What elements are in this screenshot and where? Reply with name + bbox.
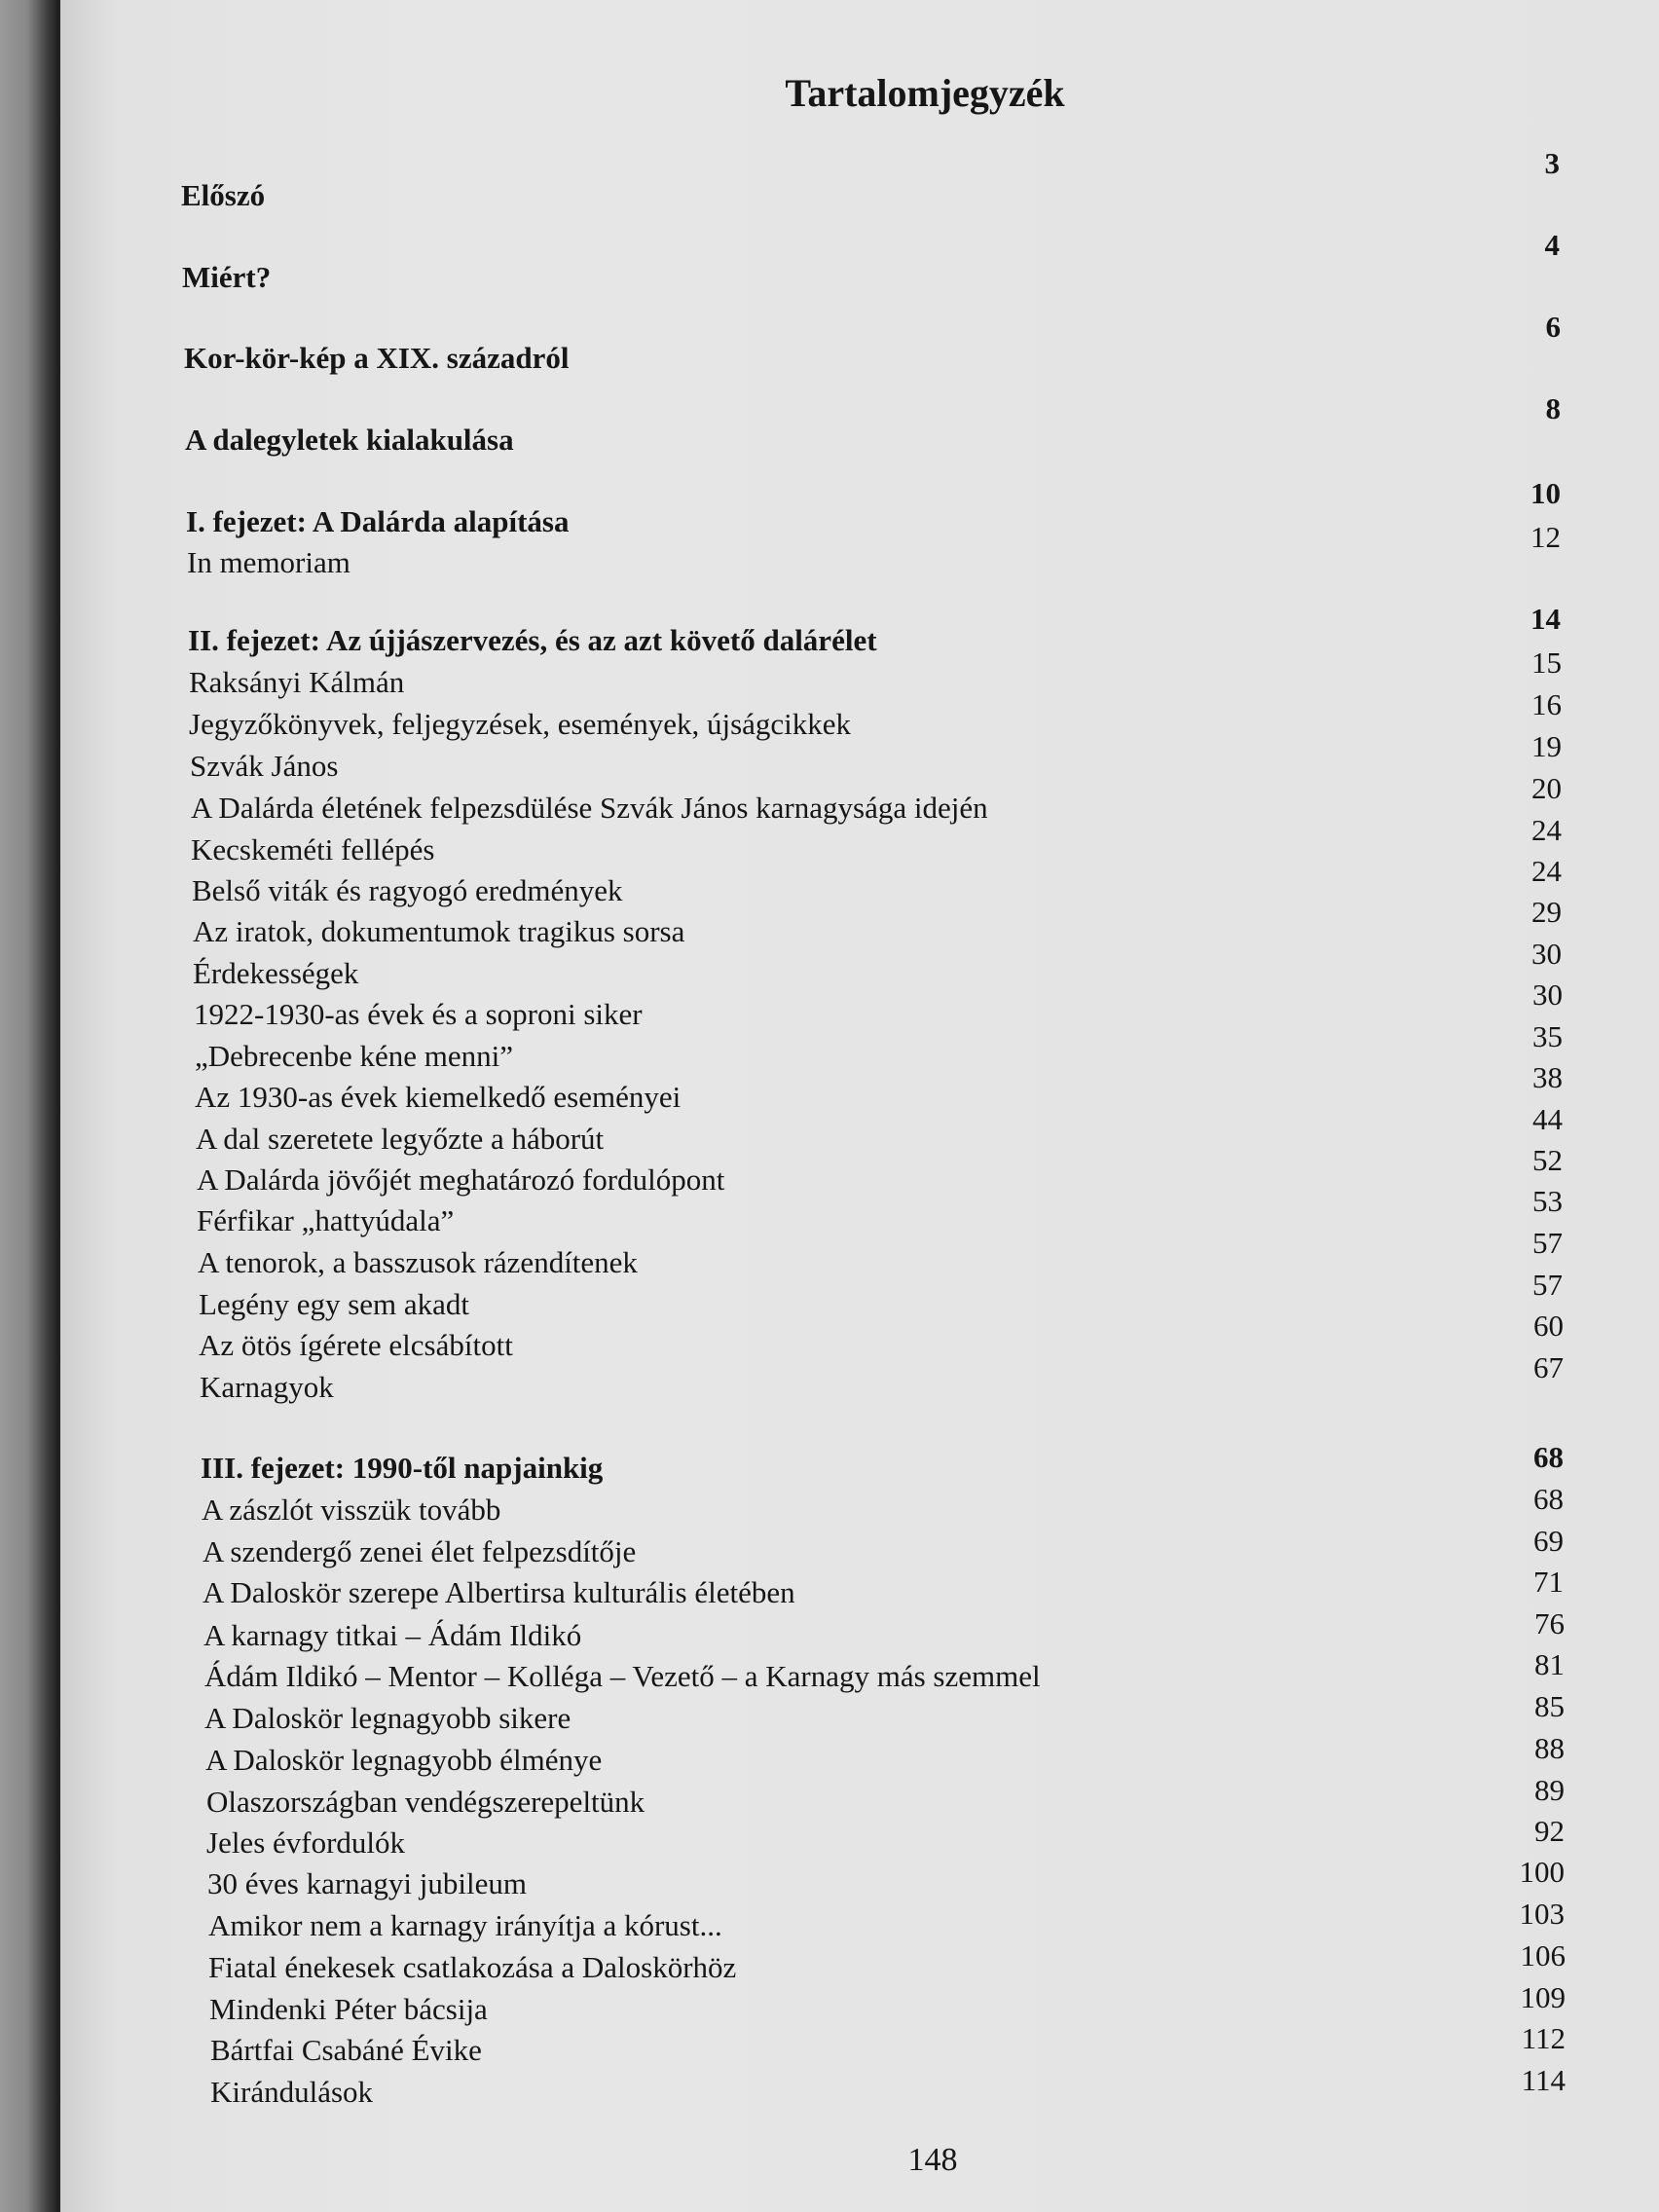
toc-entry-page-number: 19 bbox=[1531, 729, 1562, 763]
toc-entry-page-number: 76 bbox=[1534, 1606, 1565, 1641]
toc-entry-title: Kor-kör-kép a XIX. századról bbox=[184, 341, 570, 375]
toc-entry-title: A karnagy titkai – Ádám Ildikó bbox=[203, 1618, 582, 1652]
toc-entry-page-number: 69 bbox=[1533, 1524, 1564, 1558]
toc-entry-title: Legény egy sem akadt bbox=[199, 1287, 470, 1321]
toc-entry-page-number: 92 bbox=[1534, 1814, 1565, 1848]
toc-entry-title: A dalegyletek kialakulása bbox=[185, 423, 514, 457]
toc-entry-page-number: 112 bbox=[1521, 2021, 1566, 2055]
toc-entry-title: 30 éves karnagyi jubileum bbox=[207, 1866, 527, 1900]
toc-entry-page-number: 24 bbox=[1531, 854, 1562, 888]
toc-entry-title: Szvák János bbox=[190, 749, 339, 783]
toc-entry-title: Jegyzőkönyvek, feljegyzések, események, újságcikkek bbox=[189, 707, 852, 741]
toc-entry-title: A Daloskör legnagyobb sikere bbox=[204, 1701, 571, 1735]
toc-entry-page-number: 14 bbox=[1530, 602, 1561, 636]
toc-entry-title: I. fejezet: A Dalárda alapítása bbox=[186, 504, 570, 538]
toc-entry-title: III. fejezet: 1990-től napjainkig bbox=[201, 1451, 604, 1485]
toc-entry-title: Fiatal énekesek csatlakozása a Daloskörhöz bbox=[208, 1950, 737, 1984]
toc-entry-page-number: 38 bbox=[1532, 1060, 1563, 1094]
toc-entry-title: Mindenki Péter bácsija bbox=[209, 1992, 488, 2026]
toc-entry-title: A Dalárda életének felpezsdülése Szvák János karnagysága idején bbox=[191, 791, 988, 825]
table-of-contents bbox=[60, 0, 1659, 2212]
toc-entry-page-number: 8 bbox=[1545, 391, 1561, 425]
toc-entry-page-number: 24 bbox=[1531, 813, 1562, 847]
toc-entry-page-number: 71 bbox=[1533, 1565, 1564, 1599]
toc-entry-page-number: 52 bbox=[1532, 1143, 1563, 1177]
toc-entry-title: Belső viták és ragyogó eredmények bbox=[192, 873, 623, 907]
toc-entry-page-number: 6 bbox=[1545, 310, 1561, 344]
toc-entry-title: Ádám Ildikó – Mentor – Kolléga – Vezető – a Karnagy más szemmel bbox=[204, 1659, 1041, 1693]
toc-entry-page-number: 4 bbox=[1544, 228, 1560, 262]
toc-entry-title: A tenorok, a basszusok rázendítenek bbox=[198, 1245, 638, 1279]
toc-entry-page-number: 89 bbox=[1534, 1773, 1565, 1807]
toc-entry-page-number: 35 bbox=[1532, 1019, 1563, 1053]
toc-entry-page-number: 88 bbox=[1534, 1731, 1565, 1765]
toc-entry-page-number: 68 bbox=[1533, 1482, 1564, 1516]
toc-entry-title: Raksányi Kálmán bbox=[189, 665, 405, 699]
toc-entry-page-number: 15 bbox=[1531, 645, 1562, 680]
toc-entry-title: Férfikar „hattyúdala” bbox=[197, 1203, 455, 1237]
toc-entry-page-number: 60 bbox=[1533, 1309, 1564, 1343]
toc-entry-title: A zászlót visszük tovább bbox=[202, 1493, 501, 1527]
toc-entry-page-number: 30 bbox=[1532, 977, 1563, 1012]
toc-entry-title: Bártfai Csabáné Évike bbox=[210, 2033, 482, 2067]
toc-entry-title: 1922-1930-as évek és a soproni siker bbox=[194, 997, 643, 1031]
toc-entry-page-number: 3 bbox=[1544, 146, 1560, 180]
toc-entry-title: A Daloskör szerepe Albertirsa kulturális életében bbox=[203, 1575, 795, 1609]
toc-entry-title: Kecskeméti fellépés bbox=[191, 832, 435, 866]
toc-entry-page-number: 114 bbox=[1521, 2063, 1566, 2097]
page-title: Tartalomjegyzék bbox=[785, 71, 1065, 115]
toc-entry-page-number: 30 bbox=[1531, 937, 1562, 971]
toc-entry-title: Az 1930-as évek kiemelkedő eseményei bbox=[195, 1080, 682, 1114]
toc-entry-page-number: 57 bbox=[1532, 1226, 1563, 1260]
toc-entry-title: Amikor nem a karnagy irányítja a kórust... bbox=[208, 1908, 722, 1942]
toc-entry-title: Jeles évfordulók bbox=[206, 1825, 406, 1860]
toc-entry-page-number: 81 bbox=[1534, 1647, 1565, 1681]
toc-entry-title: Miért? bbox=[182, 260, 272, 294]
toc-entry-title: Kirándulások bbox=[210, 2075, 374, 2109]
toc-entry-title: II. fejezet: Az újjászervezés, és az azt követő dalárélet bbox=[188, 623, 877, 657]
toc-entry-page-number: 53 bbox=[1532, 1184, 1563, 1218]
toc-entry-page-number: 20 bbox=[1531, 771, 1562, 805]
toc-entry-title: A Daloskör legnagyobb élménye bbox=[205, 1743, 603, 1777]
toc-entry-page-number: 100 bbox=[1519, 1855, 1565, 1889]
toc-entry-page-number: 103 bbox=[1519, 1897, 1565, 1931]
toc-entry-page-number: 44 bbox=[1532, 1102, 1563, 1136]
book-page bbox=[60, 0, 1659, 2212]
toc-entry-title: A Dalárda jövőjét meghatározó fordulópont bbox=[197, 1162, 725, 1197]
toc-entry-title: Az ötös ígérete elcsábított bbox=[199, 1328, 513, 1362]
toc-entry-page-number: 68 bbox=[1533, 1440, 1564, 1474]
toc-entry-page-number: 67 bbox=[1533, 1350, 1564, 1384]
toc-entry-page-number: 29 bbox=[1531, 895, 1562, 929]
toc-entry-page-number: 109 bbox=[1520, 1980, 1566, 2014]
toc-entry-title: „Debrecenbe kéne menni” bbox=[195, 1039, 514, 1073]
toc-entry-title: In memoriam bbox=[187, 545, 350, 579]
toc-entry-title: Érdekességek bbox=[193, 956, 359, 990]
toc-entry-title: A szendergő zenei élet felpezsdítője bbox=[203, 1534, 637, 1568]
toc-entry-page-number: 12 bbox=[1530, 520, 1561, 554]
toc-entry-page-number: 16 bbox=[1531, 687, 1562, 721]
toc-entry-title: A dal szeretete legyőzte a háborút bbox=[196, 1122, 605, 1156]
toc-entry-title: Előszó bbox=[181, 178, 266, 212]
toc-entry-title: Karnagyok bbox=[200, 1370, 334, 1404]
page-number: 148 bbox=[907, 2142, 958, 2178]
toc-entry-title: Olaszországban vendégszerepeltünk bbox=[206, 1785, 645, 1819]
toc-entry-page-number: 85 bbox=[1534, 1689, 1565, 1723]
toc-entry-page-number: 10 bbox=[1530, 476, 1561, 510]
toc-entry-page-number: 106 bbox=[1520, 1938, 1566, 1972]
toc-entry-page-number: 57 bbox=[1532, 1268, 1563, 1302]
toc-entry-title: Az iratok, dokumentumok tragikus sorsa bbox=[193, 914, 685, 948]
book-spine bbox=[0, 0, 62, 2212]
